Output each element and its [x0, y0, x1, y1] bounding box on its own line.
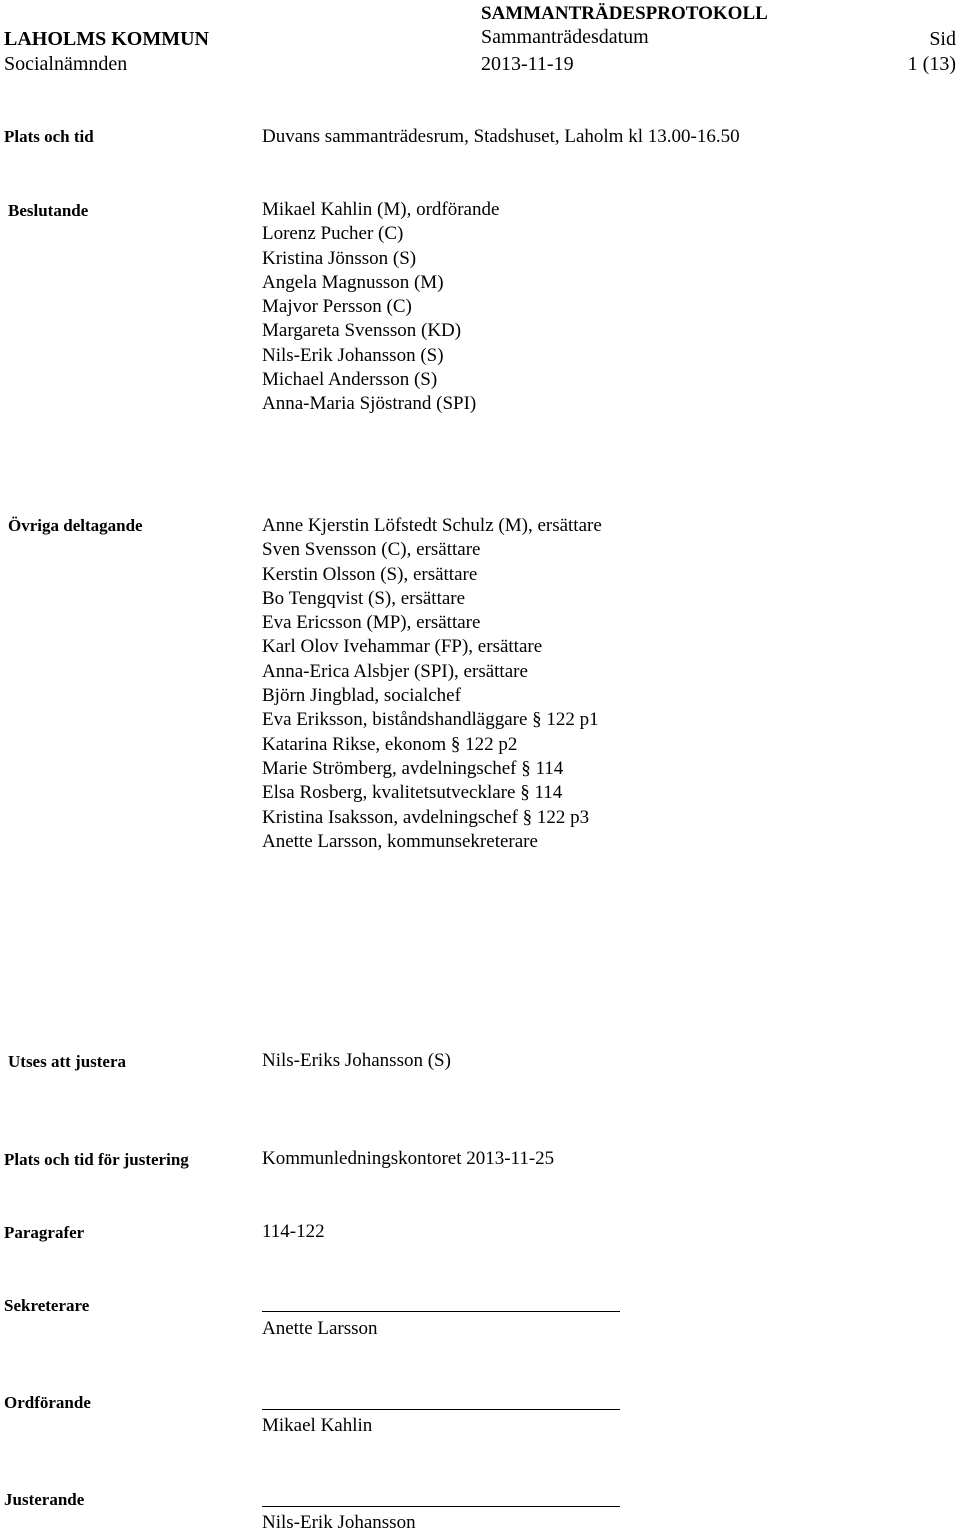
participant-item: Bo Tengqvist (S), ersättare: [262, 587, 466, 609]
document-type: SAMMANTRÄDESPROTOKOLL: [481, 3, 768, 24]
meeting-date-label: Sammanträdesdatum: [481, 26, 649, 48]
chair-signature-line: [262, 1409, 620, 1410]
participant-item: Eva Ericsson (MP), ersättare: [262, 612, 481, 634]
sections-label: Paragrafer: [4, 1223, 85, 1242]
participant-item: Karl Olov Ivehammar (FP), ersättare: [262, 636, 543, 658]
adjuster-signature-line: [262, 1506, 620, 1507]
participant-item: Eva Eriksson, biståndshandläggare § 122 p1: [262, 709, 599, 731]
decider-item: Mikael Kahlin (M), ordförande: [262, 199, 500, 220]
adjust-place-value: Kommunledningskontoret 2013-11-25: [262, 1148, 555, 1169]
decider-item: Angela Magnusson (M): [262, 271, 444, 293]
secretary-label: Sekreterare: [4, 1296, 90, 1315]
participant-item: Anne Kjerstin Löfstedt Schulz (M), ersättare: [262, 515, 602, 536]
department-name: Socialnämnden: [4, 53, 128, 75]
participant-item: Anna-Erica Alsbjer (SPI), ersättare: [262, 660, 528, 682]
meeting-date: 2013-11-19: [481, 53, 574, 75]
chair-label: Ordförande: [4, 1393, 91, 1412]
participant-item: Elsa Rosberg, kvalitetsutvecklare § 114: [262, 782, 563, 804]
chair-name: Mikael Kahlin: [262, 1415, 373, 1436]
secretary-signature-line: [262, 1311, 620, 1312]
place-time-value: Duvans sammanträdesrum, Stadshuset, Laholm kl 13.00-16.50: [262, 126, 740, 147]
participant-item: Kerstin Olsson (S), ersättare: [262, 563, 478, 585]
decider-item: Michael Andersson (S): [262, 369, 438, 391]
others-label: Övriga deltagande: [8, 516, 143, 535]
sections-value: 114-122: [262, 1221, 325, 1242]
org-name: LAHOLMS KOMMUN: [4, 28, 209, 50]
deciders-list: [262, 198, 499, 417]
decider-item: Anna-Maria Sjöstrand (SPI): [262, 393, 477, 415]
decider-item: Margareta Svensson (KD): [262, 320, 462, 342]
secretary-name: Anette Larsson: [262, 1318, 378, 1339]
place-time-label: Plats och tid: [4, 127, 94, 146]
deciders-label: Beslutande: [8, 201, 89, 220]
participant-item: Katarina Rikse, ekonom § 122 p2: [262, 733, 518, 755]
adjuster-label: Utses att justera: [8, 1052, 127, 1071]
adjuster-signature-label: Justerande: [4, 1490, 85, 1509]
adjuster-signature-name: Nils-Erik Johansson: [262, 1512, 416, 1533]
page-label: Sid: [929, 28, 956, 50]
participant-item: Anette Larsson, kommunsekreterare: [262, 830, 538, 852]
decider-item: Nils-Erik Johansson (S): [262, 344, 444, 366]
adjust-place-label: Plats och tid för justering: [4, 1150, 189, 1169]
decider-item: Kristina Jönsson (S): [262, 247, 417, 269]
adjuster-value: Nils-Eriks Johansson (S): [262, 1050, 451, 1071]
participant-item: Kristina Isaksson, avdelningschef § 122 p3: [262, 806, 590, 828]
page-number: 1 (13): [907, 53, 956, 75]
participant-item: Marie Strömberg, avdelningschef § 114: [262, 757, 564, 779]
others-list: [262, 514, 602, 854]
participant-item: Björn Jingblad, socialchef: [262, 685, 461, 707]
decider-item: Majvor Persson (C): [262, 296, 412, 318]
participant-item: Sven Svensson (C), ersättare: [262, 539, 481, 561]
decider-item: Lorenz Pucher (C): [262, 223, 404, 245]
